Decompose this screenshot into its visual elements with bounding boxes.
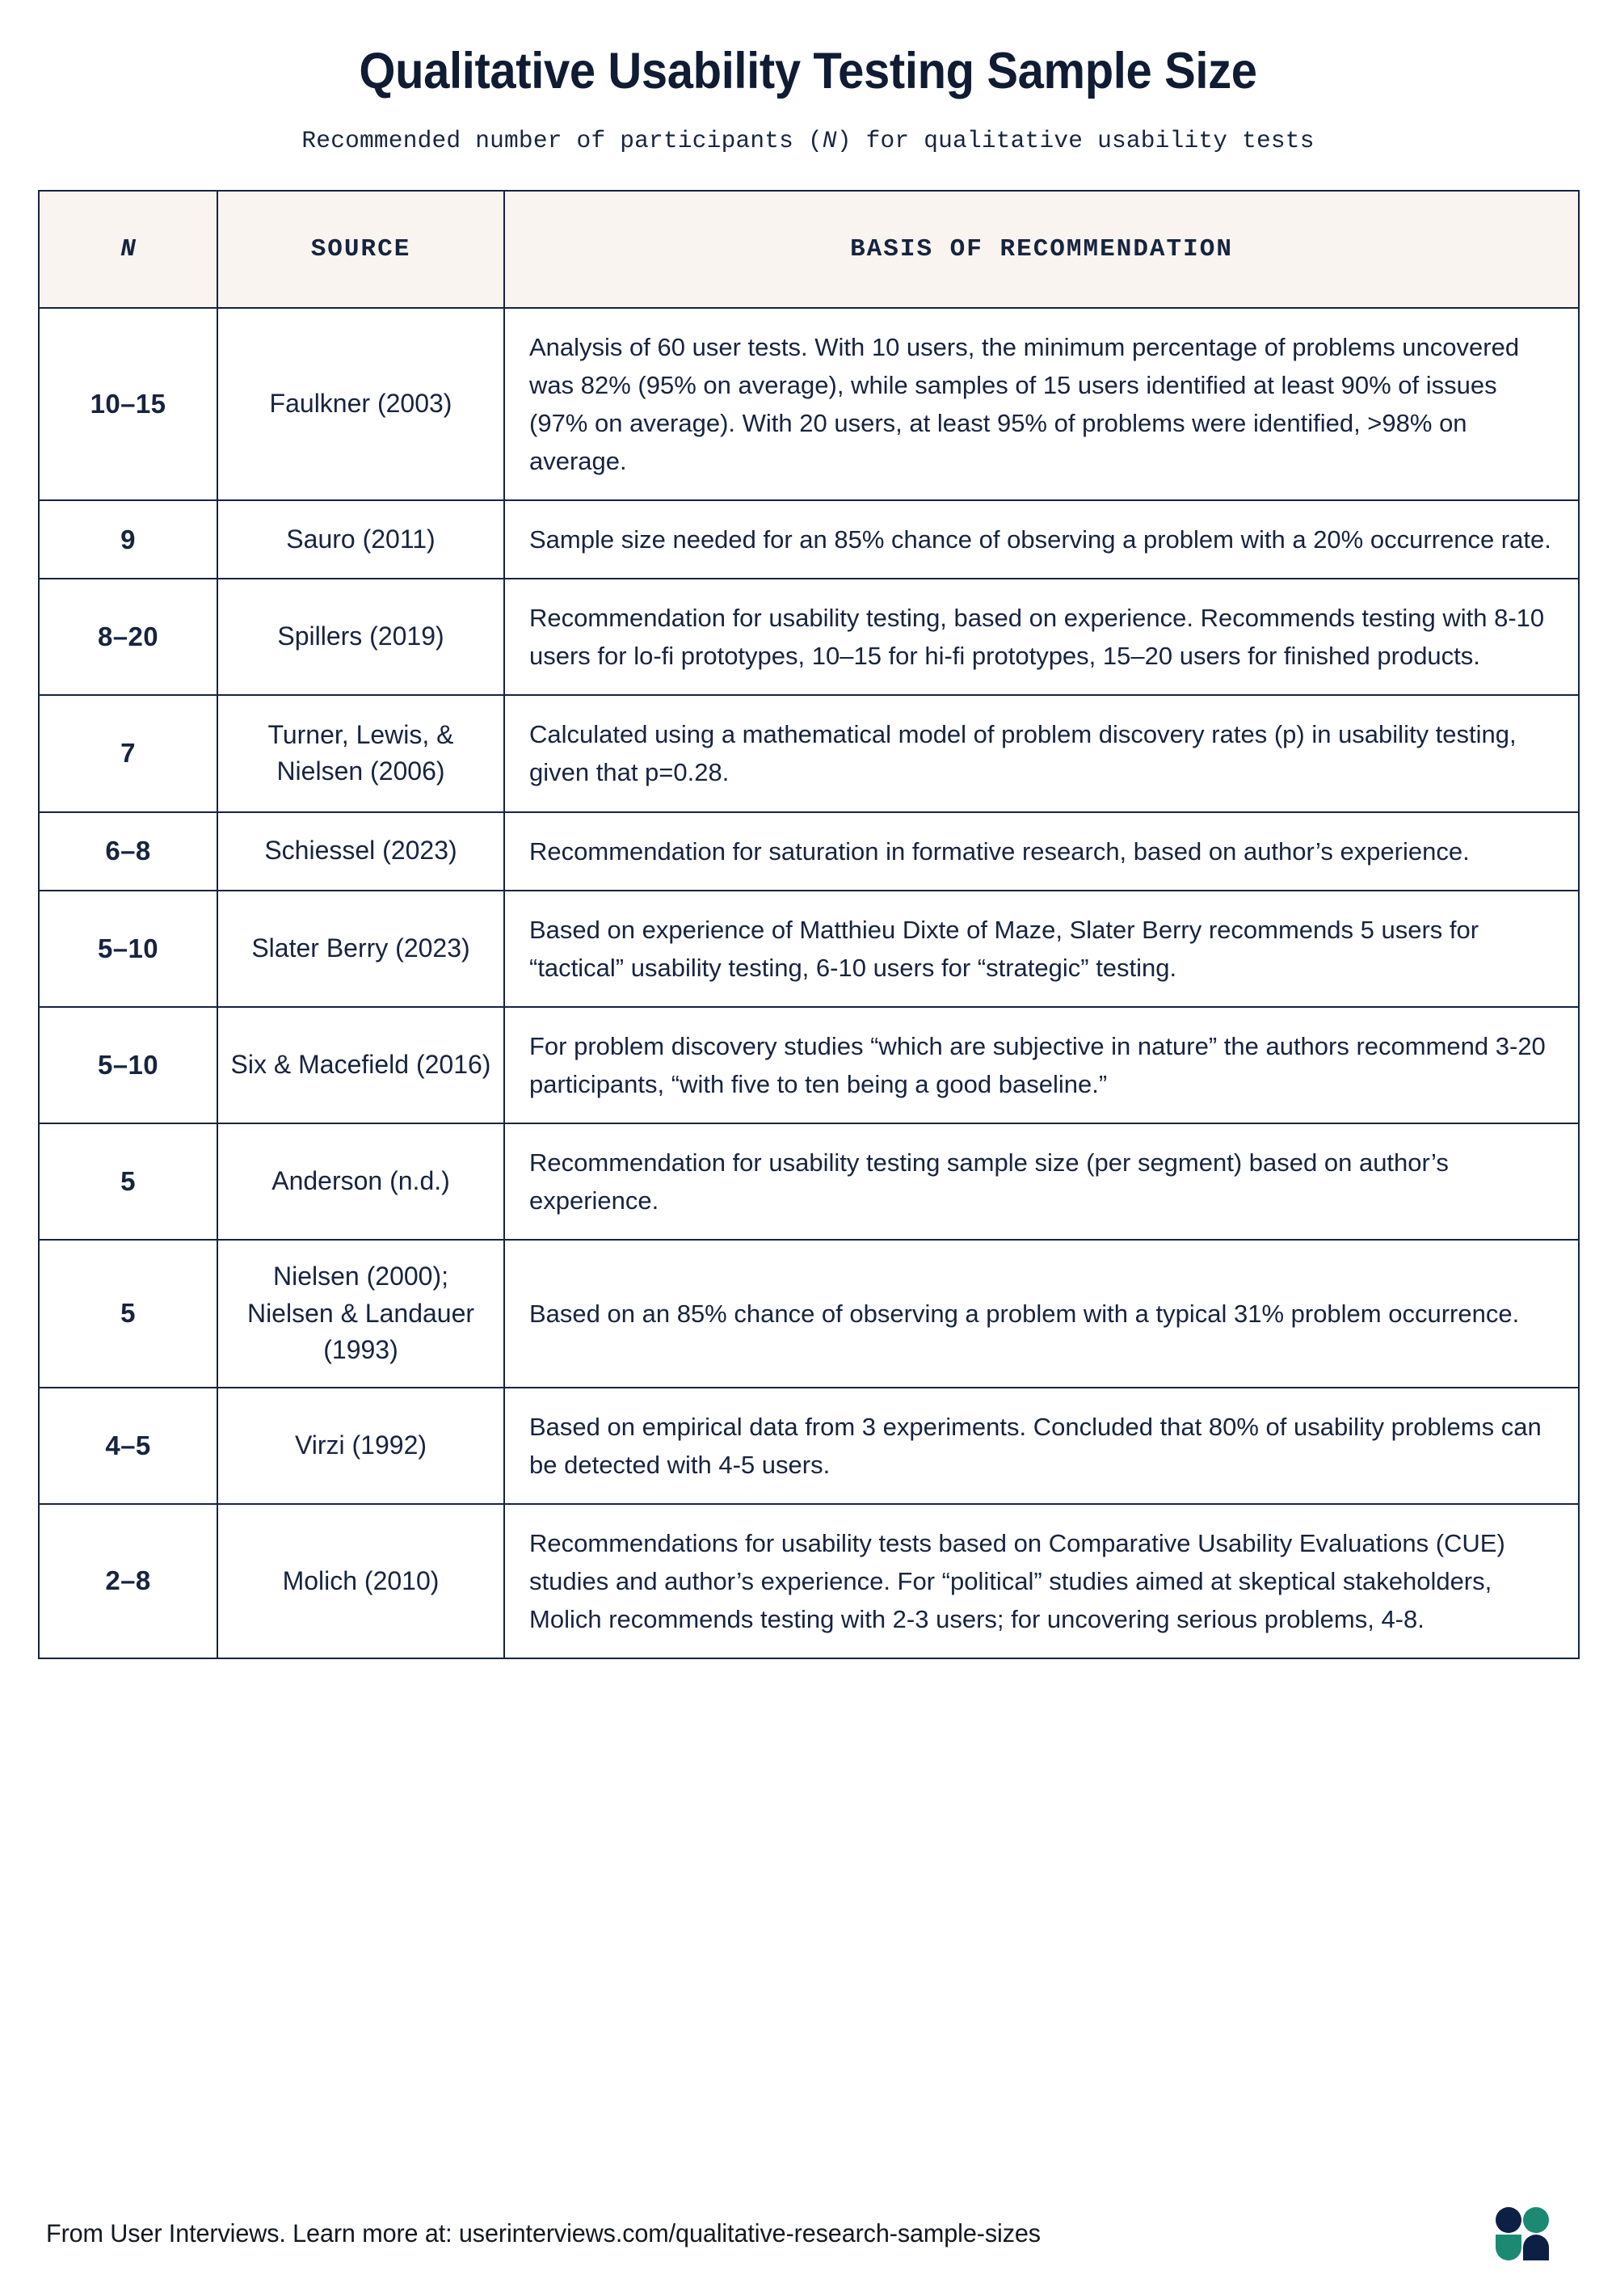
cell-basis: Recommendations for usability tests based on Comparative Usability Evaluations (CUE) studies and author’s experience. For “political” studies aimed at skeptical stakeholders, Molich recommends testing with 2-3 users; for uncovering serious problems, 4-8. [504,1504,1579,1658]
subtitle-n-symbol: N [822,127,837,155]
page-footer [38,2171,1578,2296]
cell-source: Nielsen (2000); Nielsen & Landauer (1993) [217,1240,504,1387]
cell-source: Anderson (n.d.) [217,1123,504,1240]
cell-sample-size: 8–20 [39,579,217,695]
cell-sample-size: 5–10 [39,1007,217,1123]
logo-circle-top-left [1496,2207,1521,2233]
table-row [39,1504,1579,1658]
table-row [39,1388,1579,1504]
table-row [39,891,1579,1007]
cell-sample-size: 9 [39,500,217,579]
sample-size-table [38,190,1580,1660]
subtitle-suffix: ) for qualitative usability tests [836,127,1315,155]
logo-shape-bottom-left [1496,2235,1521,2260]
column-header-n: N [39,191,217,308]
cell-basis: Analysis of 60 user tests. With 10 users, the minimum percentage of problems uncovered was 82% (95% on average), while samples of 15 users identified at least 90% of issues (97% on average). With 20 users, at least 95% of problems were identified, >98% on average. [504,308,1579,500]
footer-attribution: From User Interviews. Learn more at: userinterviews.com/qualitative-research-sample-sizes [46,2218,1041,2248]
cell-basis: Based on empirical data from 3 experiments. Concluded that 80% of usability problems can be detected with 4-5 users. [504,1388,1579,1504]
cell-sample-size: 2–8 [39,1504,217,1658]
cell-basis: Recommendation for usability testing sample size (per segment) based on author’s experience. [504,1123,1579,1240]
cell-source: Slater Berry (2023) [217,891,504,1007]
cell-basis: Sample size needed for an 85% chance of observing a problem with a 20% occurrence rate. [504,500,1579,579]
logo-circle-top-right [1523,2207,1549,2233]
user-interviews-logo [1496,2207,1549,2260]
table-header [39,191,1579,308]
cell-sample-size: 5 [39,1123,217,1240]
cell-sample-size: 6–8 [39,812,217,891]
cell-sample-size: 5 [39,1240,217,1387]
sample-size-table-container [38,190,1578,1660]
cell-source: Virzi (1992) [217,1388,504,1504]
page-title: Qualitative Usability Testing Sample Size [359,43,1257,99]
table-row [39,579,1579,695]
table-header-row [39,191,1579,308]
cell-source: Spillers (2019) [217,579,504,695]
cell-source: Six & Macefield (2016) [217,1007,504,1123]
table-row [39,695,1579,811]
cell-basis: Calculated using a mathematical model of problem discovery rates (p) in usability testing, given that p=0.28. [504,695,1579,811]
table-body [39,308,1579,1659]
table-row [39,500,1579,579]
cell-basis: Based on an 85% chance of observing a problem with a typical 31% problem occurrence. [504,1240,1579,1387]
cell-sample-size: 10–15 [39,308,217,500]
cell-source: Schiessel (2023) [217,812,504,891]
table-row [39,812,1579,891]
cell-basis: Based on experience of Matthieu Dixte of Maze, Slater Berry recommends 5 users for “tactical” usability testing, 6-10 users for “strategic” testing. [504,891,1579,1007]
cell-basis: For problem discovery studies “which are subjective in nature” the authors recommend 3-20 participants, “with five to ten being a good baseline.” [504,1007,1579,1123]
cell-source: Turner, Lewis, & Nielsen (2006) [217,695,504,811]
cell-source: Molich (2010) [217,1504,504,1658]
table-row [39,1007,1579,1123]
cell-sample-size: 4–5 [39,1388,217,1504]
column-header-source: SOURCE [217,191,504,308]
page-subtitle [38,127,1578,155]
cell-sample-size: 7 [39,695,217,811]
cell-basis: Recommendation for usability testing, based on experience. Recommends testing with 8-10 users for lo-fi prototypes, 10–15 for hi-fi prototypes, 15–20 users for finished products. [504,579,1579,695]
cell-sample-size: 5–10 [39,891,217,1007]
table-row [39,308,1579,500]
cell-source: Faulkner (2003) [217,308,504,500]
cell-basis: Recommendation for saturation in formative research, based on author’s experience. [504,812,1579,891]
column-header-basis: BASIS OF RECOMMENDATION [504,191,1579,308]
subtitle-prefix: Recommended number of participants ( [301,127,823,155]
table-row [39,1240,1579,1387]
table-row [39,1123,1579,1240]
logo-shape-bottom-right [1523,2235,1549,2260]
cell-source: Sauro (2011) [217,500,504,579]
